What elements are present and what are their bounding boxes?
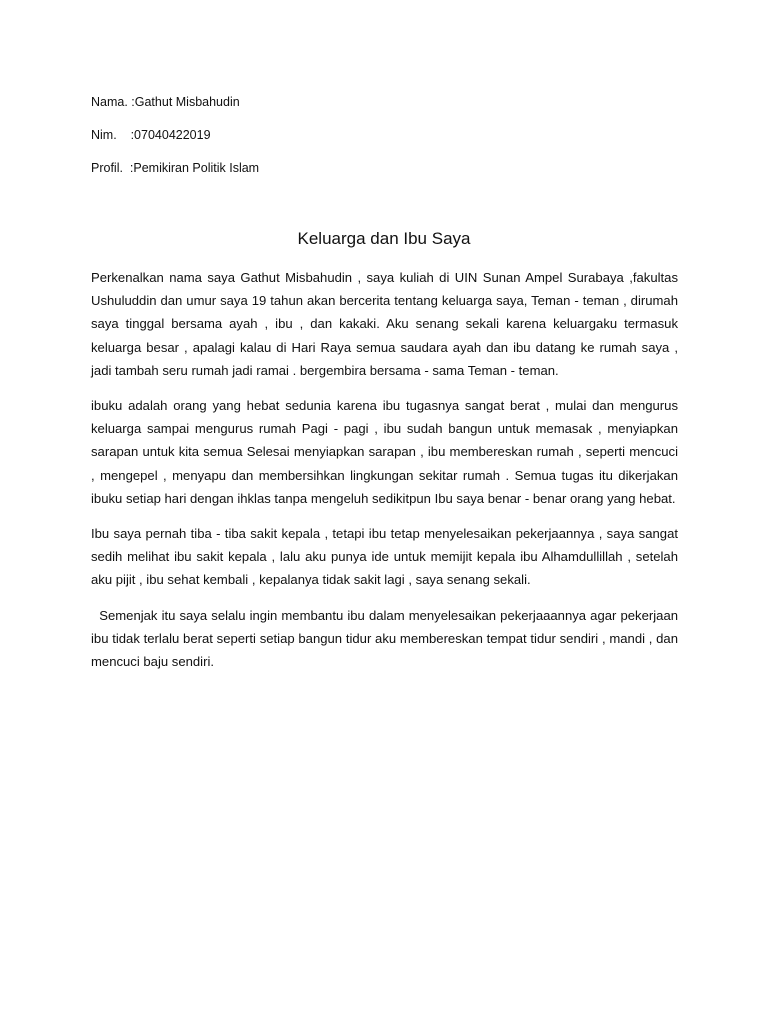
paragraph-2: ibuku adalah orang yang hebat sedunia karena ibu tugasnya sangat berat , mulai dan mengurus keluarga sampai mengurus rumah Pagi - pagi , ibu sudah bangun untuk memasak , menyiapkan sarapan untuk kita semua Selesai menyiapkan sarapan , ibu membereskan rumah , seperti mencuci , mengepel , menyapu dan membersihkan lingkungan sekitar rumah . Semua tugas itu dikerjakan ibuku setiap hari dengan ihklas tanpa mengeluh sedikitpun Ibu saya benar - benar orang yang hebat. — [91, 398, 678, 506]
paragraph-3: Ibu saya pernah tiba - tiba sakit kepala , tetapi ibu tetap menyelesaikan pekerjaannya , saya sangat sedih melihat ibu sakit kepala , lalu aku punya ide untuk memijit kepala ibu Alhamdullillah , setelah aku pijit , ibu sehat kembali , kepalanya tidak sakit lagi , saya senang sekali. — [91, 526, 678, 588]
document-title: Keluarga dan Ibu Saya — [297, 229, 471, 248]
profil-line: Profil. :Pemikiran Politik Islam — [91, 161, 260, 175]
paragraph-4: Semenjak itu saya selalu ingin membantu ibu dalam menyelesaikan pekerjaaannya agar pekerjaan ibu tidak terlalu berat seperti setiap bangun tidur aku membereskan tempat tidur sendiri , mandi , dan mencuci baju sendiri. — [91, 607, 682, 670]
paragraph-1: Perkenalkan nama saya Gathut Misbahudin , saya kuliah di UIN Sunan Ampel Surabaya ,fakultas Ushuluddin dan umur saya 19 tahun akan bercerita tentang keluarga saya, Teman - teman , dirumah saya tinggal bersama ayah , ibu , dan kakaki. Aku senang sekali karena keluargaku termasuk keluarga besar , apalagi kalau di Hari Raya semua saudara ayah dan ibu datang ke rumah saya , jadi tambah seru rumah jadi ramai . bergembira bersama - sama Teman - teman. — [91, 270, 678, 378]
nim-line: Nim. :07040422019 — [91, 128, 211, 142]
document-body — [91, 266, 682, 673]
nama-line: Nama. :Gathut Misbahudin — [91, 95, 240, 109]
